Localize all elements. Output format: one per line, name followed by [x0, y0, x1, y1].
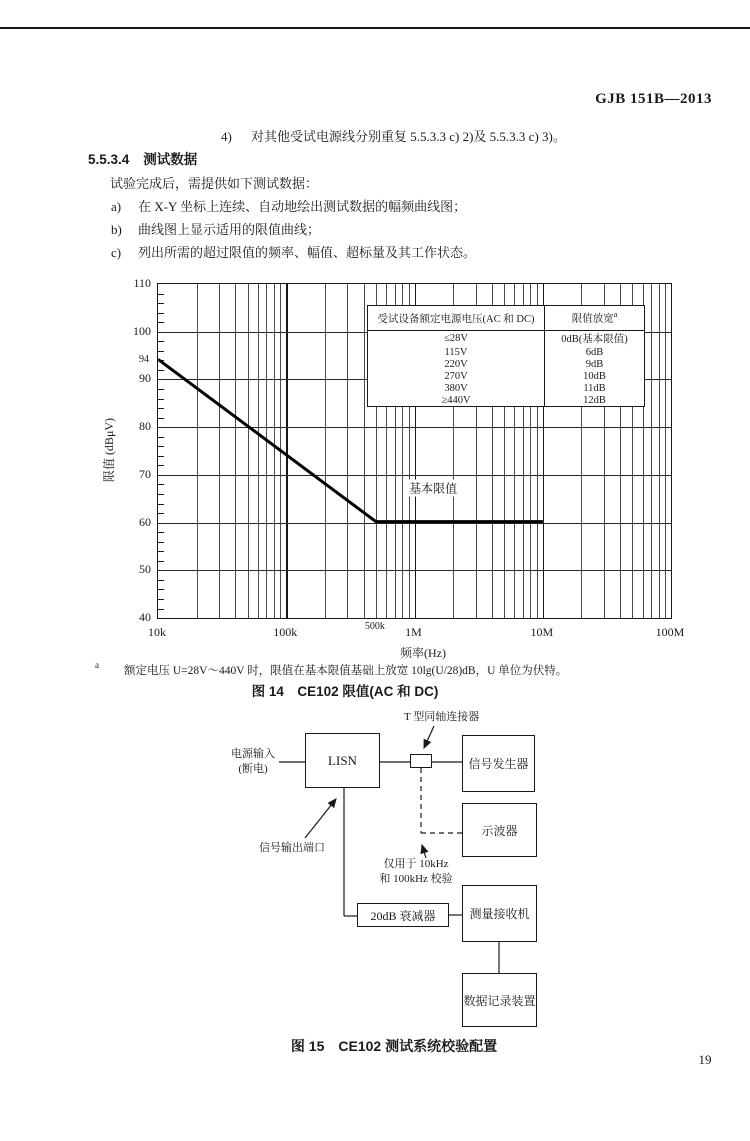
- limit-table-cell-relaxation: 12dB: [583, 394, 606, 406]
- label-power-input-line2: (断电): [238, 763, 268, 775]
- intro-text: 试验完成后，需提供如下测试数据：: [110, 176, 319, 191]
- list-a-text: 在 X-Y 坐标上连续、自动地绘出测试数据的幅频曲线图；: [138, 199, 467, 214]
- y-tick-label: 70: [139, 466, 151, 481]
- arrow-tconn-label: [424, 726, 434, 748]
- label-cal-note: [374, 857, 458, 887]
- box-t-connector: [410, 754, 432, 768]
- x-tick-label: 500k: [364, 621, 385, 632]
- limit-table-cell-voltage: 220V: [368, 358, 545, 370]
- box-recorder: 数据记录装置: [462, 973, 537, 1027]
- x-tick-label: 100k: [273, 625, 298, 639]
- limit-table-cell-voltage: ≥440V: [368, 394, 545, 406]
- y-tick-label: 60: [139, 514, 151, 529]
- limit-table-header-relaxation: 限值放宽$^a$: [571, 310, 618, 325]
- limit-table-row: [368, 382, 644, 394]
- arrow-signal-output: [305, 799, 336, 838]
- label-power-input: [226, 747, 280, 777]
- limit-table-row: [368, 358, 644, 370]
- footnote-marker: a: [95, 660, 99, 670]
- limit-table-cell-voltage: 380V: [368, 382, 545, 394]
- limit-table-cell-relaxation: 11dB: [583, 382, 606, 394]
- footnote-text: 额定电压 U=28V～440V 时，限值在基本限值基础上放宽 10lg(U/28)dB，U 单位为伏特。: [124, 665, 568, 677]
- item4-text: 对其他受试电源线分别重复 5.5.3.3 c) 2)及 5.5.3.3 c) 3)。: [251, 129, 566, 144]
- x-tick-label: 10M: [530, 625, 554, 639]
- figure14-caption: 图 14 CE102 限值(AC 和 DC): [251, 684, 439, 699]
- x-tick-label: 100M: [655, 625, 685, 639]
- limit-table-row: [368, 346, 644, 358]
- limit-relaxation-table: [367, 305, 645, 407]
- x-tick-label: 1M: [405, 625, 422, 639]
- label-cal-note-line1: 仅用于 10kHz: [383, 858, 449, 870]
- limit-table-cell-relaxation: 10dB: [583, 370, 606, 382]
- y-tick-label: 50: [139, 562, 151, 577]
- page-number: 19: [698, 1052, 712, 1067]
- y-tick-label: 40: [139, 610, 151, 624]
- limit-table-cell-relaxation: 9dB: [585, 358, 604, 370]
- x-tick-label: 10k: [148, 625, 166, 639]
- label-power-input-line1: 电源输入: [231, 748, 275, 760]
- list-c-text: 列出所需的超过限值的频率、幅值、超标量及其工作状态。: [138, 245, 477, 260]
- box-receiver: 测量接收机: [462, 885, 537, 942]
- x-axis-title: 频率(Hz): [400, 646, 446, 660]
- y-tick-label: 110: [133, 276, 151, 290]
- standard-number: GJB 151B—2013: [595, 91, 712, 107]
- y-tick-label: 80: [139, 419, 151, 434]
- limit-table-cell-relaxation: 0dB(基本限值): [561, 334, 628, 345]
- ce102-limit-chart: [102, 276, 685, 660]
- list-b-marker: b): [111, 222, 122, 237]
- limit-table-cell-voltage: ≤28V: [368, 331, 545, 346]
- item4-marker: 4): [221, 129, 232, 144]
- list-c-marker: c): [111, 245, 122, 260]
- y-tick-label: 94: [139, 354, 149, 366]
- label-signal-output: 信号输出端口: [259, 842, 325, 854]
- box-attenuator: 20dB 衰减器: [357, 903, 449, 927]
- section-title: 测试数据: [143, 152, 198, 167]
- figure15-caption: 图 15 CE102 测试系统校验配置: [290, 1038, 498, 1054]
- limit-table-header-voltage: 受试设备额定电源电压(AC 和 DC): [368, 306, 545, 330]
- limit-table-footnote-sup: a: [613, 310, 618, 320]
- list-b-text: 曲线图上显示适用的限值曲线；: [138, 222, 321, 237]
- box-signal-generator: 信号发生器: [462, 735, 535, 792]
- label-t-connector: T 型同轴连接器: [404, 711, 480, 723]
- box-oscilloscope: 示波器: [462, 803, 537, 857]
- y-axis-title: 限值 (dBμV): [102, 417, 116, 483]
- limit-table-row: [368, 394, 644, 406]
- label-cal-note-line2: 和 100kHz 校验: [379, 873, 453, 885]
- limit-table-cell-relaxation: 6dB: [585, 346, 604, 358]
- y-tick-label: 100: [133, 323, 151, 338]
- section-number: 5.5.3.4: [88, 152, 130, 167]
- scan-border-top: [0, 27, 750, 29]
- limit-table-row: [368, 331, 644, 346]
- y-tick-label: 90: [139, 371, 151, 386]
- limit-table-cell-voltage: 270V: [368, 370, 545, 382]
- box-lisn: LISN: [305, 733, 380, 788]
- section-heading: [88, 152, 197, 167]
- limit-table-header-row: [368, 306, 644, 331]
- list-a-marker: a): [111, 199, 122, 214]
- basic-limit-annotation: 基本限值: [409, 481, 458, 496]
- limit-table-row: [368, 370, 644, 382]
- limit-table-cell-voltage: 115V: [368, 346, 545, 358]
